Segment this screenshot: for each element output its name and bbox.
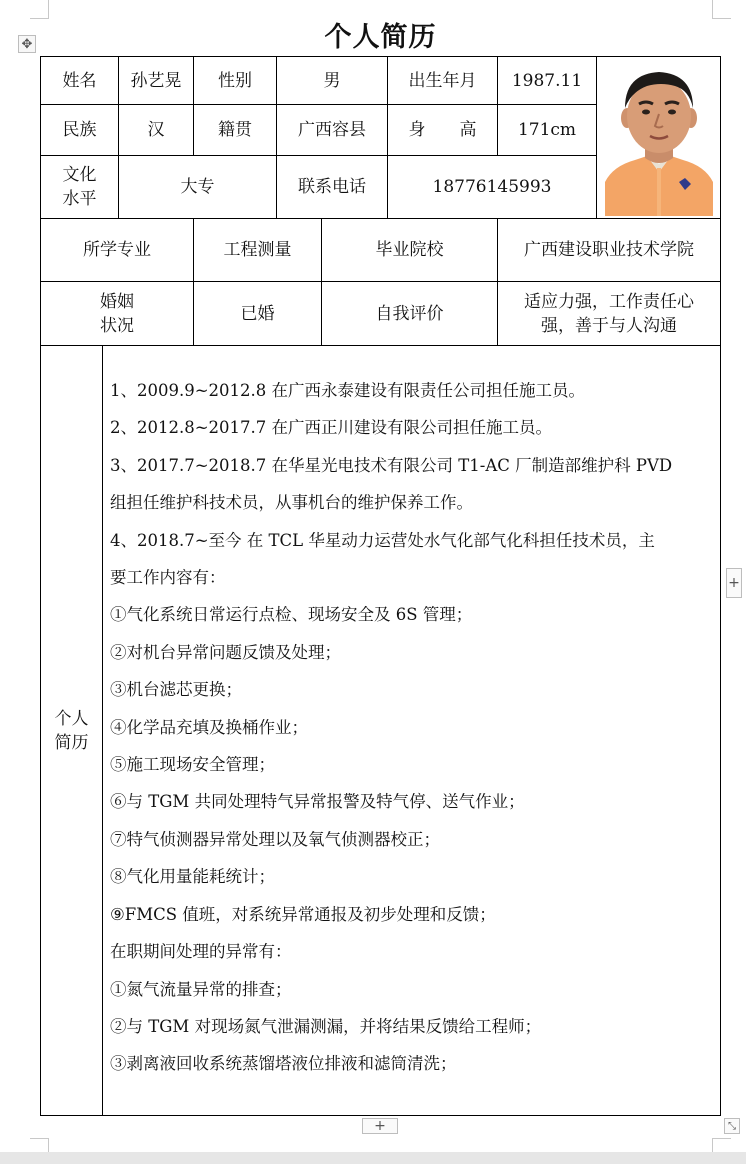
gender-label: 性别 xyxy=(218,70,252,91)
resume-label xyxy=(41,346,102,1115)
resume-body xyxy=(110,372,716,1083)
resume-line: ⑨FMCS 值班，对系统异常通报及初步处理和反馈； xyxy=(110,904,496,924)
resume-line: 要工作内容有： xyxy=(110,568,226,588)
gender-value: 男 xyxy=(323,70,341,91)
resume-line: ①氮气流量异常的排查； xyxy=(110,979,292,999)
resume-line: ②与 TGM 对现场氮气泄漏测漏，并将结果反馈给工程师； xyxy=(110,1016,542,1036)
education-label xyxy=(41,156,118,218)
education-label-line: 水平 xyxy=(62,189,97,209)
resume-line: ④化学品充填及换桶作业； xyxy=(110,717,308,737)
resume-line: ③剥离液回收系统蒸馏塔液位排液和滤筒清洗； xyxy=(110,1054,457,1074)
major-label: 所学专业 xyxy=(83,240,151,260)
page-corner-mark xyxy=(712,0,731,19)
phone-label: 联系电话 xyxy=(298,177,366,197)
self-eval-value xyxy=(498,282,720,345)
resume-line: ⑦特气侦测器异常处理以及氧气侦测器校正； xyxy=(110,829,440,849)
resume-line: 4、2018.7~至今 在 TCL 华星动力运营处水气化部气化科担任技术员，主 xyxy=(110,530,655,550)
resume-line: 2、2012.8~2017.7 在广西正川建设有限公司担任施工员。 xyxy=(110,418,553,438)
table-move-handle-icon[interactable]: ✥ xyxy=(18,35,36,53)
resume-label-line: 简历 xyxy=(54,732,89,753)
resume-line: 在职期间处理的异常有： xyxy=(110,942,292,962)
major-value: 工程测量 xyxy=(223,240,292,260)
self-eval-line: 适应力强，工作责任心 xyxy=(524,291,694,312)
profile-photo xyxy=(605,64,713,216)
ethnicity-label: 民族 xyxy=(62,120,97,140)
resume-line: ⑧气化用量能耗统计； xyxy=(110,867,275,887)
self-eval-line: 强，善于与人沟通 xyxy=(541,315,677,336)
page-bottom-bar xyxy=(0,1152,746,1164)
person-photo-icon xyxy=(605,64,713,216)
page-title: 个人简历 xyxy=(324,22,437,53)
resume-line: ⑤施工现场安全管理； xyxy=(110,755,275,775)
education-value: 大专 xyxy=(180,177,215,197)
resume-line: 3、2017.7~2018.7 在华星光电技术有限公司 T1-AC 厂制造部维护科 PVD xyxy=(110,455,673,475)
name-label: 姓名 xyxy=(62,70,97,91)
height-label: 身 高 xyxy=(408,120,477,140)
ethnicity-value: 汉 xyxy=(147,120,165,140)
add-column-button[interactable]: + xyxy=(726,568,742,598)
name-value: 孙艺晃 xyxy=(130,70,182,91)
table-rule xyxy=(596,57,597,218)
marital-value: 已婚 xyxy=(240,303,275,324)
resume-line: ②对机台异常问题反馈及处理； xyxy=(110,642,341,662)
marital-label-line: 婚姻 xyxy=(100,291,134,312)
self-eval-label: 自我评价 xyxy=(375,303,444,324)
resume-line: 组担任维护科技术员，从事机台的维护保养工作。 xyxy=(110,493,473,513)
education-label-line: 文化 xyxy=(62,165,97,185)
resume-line: 1、2009.9~2012.8 在广西永泰建设有限责任公司担任施工员。 xyxy=(110,381,586,400)
phone-value: 18776145993 xyxy=(432,177,552,197)
resume-line: ③机台滤芯更换； xyxy=(110,680,242,700)
origin-label: 籍贯 xyxy=(218,120,252,140)
birth-label: 出生年月 xyxy=(408,70,477,91)
table-rule xyxy=(41,345,720,346)
add-row-button[interactable]: + xyxy=(362,1118,398,1134)
height-value: 171cm xyxy=(517,120,577,140)
birth-value: 1987.11 xyxy=(511,70,583,91)
marital-label-line: 状况 xyxy=(100,315,134,336)
resume-label-line: 个人 xyxy=(54,708,89,729)
resume-line: ①气化系统日常运行点检、现场安全及 6S 管理； xyxy=(110,605,473,625)
resume-line: ⑥与 TGM 共同处理特气异常报警及特气停、送气作业； xyxy=(110,792,525,812)
marital-label xyxy=(41,282,193,345)
school-value: 广西建设职业技术学院 xyxy=(524,240,694,260)
school-label: 毕业院校 xyxy=(375,240,444,260)
table-rule xyxy=(102,345,103,1115)
table-resize-handle-icon[interactable]: ⤡ xyxy=(724,1118,740,1134)
page-corner-mark xyxy=(30,0,49,19)
origin-value: 广西容县 xyxy=(298,120,366,140)
